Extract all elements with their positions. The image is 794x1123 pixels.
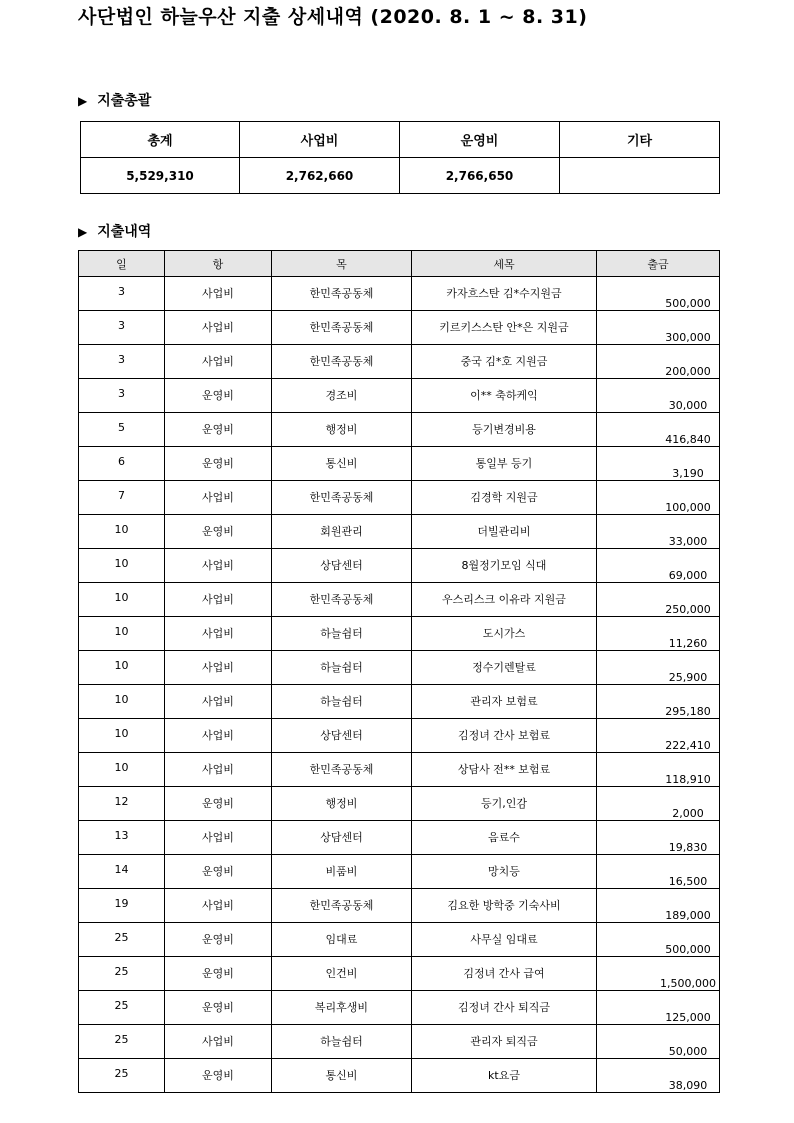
row-day: 3 [79,311,165,345]
row-amount [597,583,720,617]
row-category: 사업비 [165,549,272,583]
summary-header-total: 총계 [81,122,240,158]
row-amount-value: 3,190 [672,467,704,480]
row-amount-value: 38,090 [668,1079,708,1092]
row-detail: 중국 김*호 지원금 [412,345,597,379]
table-row [79,991,720,1025]
row-day: 12 [79,787,165,821]
row-amount-value: 19,830 [668,841,708,854]
page-title: 사단법인 하늘우산 지출 상세내역 (2020. 8. 1 ~ 8. 31) [78,6,588,28]
row-item: 통신비 [272,447,412,481]
row-amount-value: 30,000 [668,399,708,412]
row-day: 10 [79,583,165,617]
row-day: 10 [79,753,165,787]
row-day: 10 [79,617,165,651]
row-amount-value: 125,000 [665,1011,711,1024]
row-category: 사업비 [165,753,272,787]
row-amount-value: 222,410 [665,739,711,752]
summary-heading-text: 지출총괄 [97,93,152,109]
row-amount [597,719,720,753]
row-amount-value: 16,500 [668,875,708,888]
detail-body [79,277,720,1093]
row-category: 사업비 [165,1025,272,1059]
row-item: 행정비 [272,413,412,447]
row-item: 통신비 [272,1059,412,1093]
row-category: 사업비 [165,277,272,311]
table-row [79,821,720,855]
row-item: 상담센터 [272,719,412,753]
row-detail: 통일부 등기 [412,447,597,481]
row-amount [597,957,720,991]
table-row [79,787,720,821]
row-category: 사업비 [165,821,272,855]
row-category: 운영비 [165,855,272,889]
row-category: 운영비 [165,515,272,549]
summary-section-heading [78,90,151,110]
row-detail: 도시가스 [412,617,597,651]
row-detail: 망치등 [412,855,597,889]
row-amount-value: 33,000 [668,535,708,548]
row-day: 7 [79,481,165,515]
row-detail: 상담사 전** 보험료 [412,753,597,787]
table-row [79,957,720,991]
table-row [79,719,720,753]
row-day: 25 [79,1025,165,1059]
summary-table [80,121,720,194]
table-row [79,345,720,379]
table-row [79,549,720,583]
row-item: 하늘쉼터 [272,651,412,685]
table-row [79,413,720,447]
row-category: 사업비 [165,481,272,515]
row-detail: 8월정기모임 식대 [412,549,597,583]
header-category: 항 [165,251,272,277]
row-detail: 김정녀 간사 보험료 [412,719,597,753]
row-amount-value: 300,000 [665,331,711,344]
summary-header-row [81,122,720,158]
row-day: 25 [79,1059,165,1093]
row-amount-value: 500,000 [665,943,711,956]
row-category: 사업비 [165,617,272,651]
summary-business-value: 2,762,660 [240,158,400,194]
row-amount [597,413,720,447]
row-day: 5 [79,413,165,447]
triangle-right-icon: ▶ [78,225,88,239]
row-item: 하늘쉼터 [272,617,412,651]
row-detail: 이** 축하케익 [412,379,597,413]
row-day: 10 [79,651,165,685]
row-item: 회원관리 [272,515,412,549]
row-amount [597,549,720,583]
row-item: 인건비 [272,957,412,991]
table-row [79,379,720,413]
detail-section-heading [78,221,151,241]
row-category: 운영비 [165,991,272,1025]
row-day: 10 [79,549,165,583]
row-item: 한민족공동체 [272,311,412,345]
row-category: 운영비 [165,413,272,447]
row-detail: 키르키스스탄 안*은 지원금 [412,311,597,345]
row-item: 하늘쉼터 [272,1025,412,1059]
row-detail: 김정녀 간사 급여 [412,957,597,991]
row-category: 운영비 [165,923,272,957]
table-row [79,447,720,481]
row-item: 한민족공동체 [272,753,412,787]
table-row [79,855,720,889]
row-item: 한민족공동체 [272,345,412,379]
row-amount [597,379,720,413]
row-category: 사업비 [165,889,272,923]
row-amount [597,1059,720,1093]
row-category: 사업비 [165,719,272,753]
row-amount-value: 50,000 [668,1045,708,1058]
table-row [79,617,720,651]
row-item: 상담센터 [272,821,412,855]
row-day: 13 [79,821,165,855]
row-category: 운영비 [165,379,272,413]
row-detail: 카자흐스탄 김*수지원금 [412,277,597,311]
row-amount [597,277,720,311]
table-row [79,753,720,787]
header-day: 일 [79,251,165,277]
summary-header-other: 기타 [560,122,720,158]
row-amount-value: 25,900 [668,671,708,684]
row-amount-value: 189,000 [665,909,711,922]
row-item: 상담센터 [272,549,412,583]
row-day: 6 [79,447,165,481]
row-category: 운영비 [165,1059,272,1093]
row-category: 사업비 [165,345,272,379]
summary-value-row [81,158,720,194]
summary-total-value: 5,529,310 [81,158,240,194]
triangle-right-icon: ▶ [78,94,88,108]
row-amount-value: 11,260 [668,637,708,650]
row-day: 10 [79,719,165,753]
row-amount-value: 500,000 [665,297,711,310]
row-detail: 관리자 보험료 [412,685,597,719]
row-category: 사업비 [165,651,272,685]
header-detail: 세목 [412,251,597,277]
row-amount-value: 118,910 [665,773,711,786]
detail-heading-text: 지출내역 [97,224,152,240]
row-amount-value: 100,000 [665,501,711,514]
row-detail: 김경학 지원금 [412,481,597,515]
row-day: 25 [79,957,165,991]
row-amount-value: 69,000 [668,569,708,582]
summary-other-value [560,158,720,194]
row-amount [597,617,720,651]
summary-header-operating: 운영비 [400,122,560,158]
row-day: 3 [79,345,165,379]
row-amount-value: 1,500,000 [660,977,716,990]
row-amount [597,685,720,719]
row-amount-value: 2,000 [672,807,704,820]
row-item: 행정비 [272,787,412,821]
row-amount [597,481,720,515]
row-detail: 등기,인감 [412,787,597,821]
row-amount [597,753,720,787]
row-detail: 음료수 [412,821,597,855]
row-item: 경조비 [272,379,412,413]
row-amount [597,787,720,821]
row-detail: 더빌관리비 [412,515,597,549]
summary-header-business: 사업비 [240,122,400,158]
row-category: 운영비 [165,447,272,481]
row-day: 25 [79,991,165,1025]
table-row [79,685,720,719]
row-amount-value: 200,000 [665,365,711,378]
row-item: 임대료 [272,923,412,957]
table-row [79,277,720,311]
row-category: 사업비 [165,685,272,719]
row-amount [597,447,720,481]
row-item: 한민족공동체 [272,889,412,923]
row-item: 복리후생비 [272,991,412,1025]
table-row [79,311,720,345]
row-item: 한민족공동체 [272,481,412,515]
row-amount [597,311,720,345]
row-amount [597,991,720,1025]
row-amount [597,855,720,889]
row-detail: 정수기렌탈료 [412,651,597,685]
row-amount [597,1025,720,1059]
expense-detail-table [78,250,720,1093]
row-amount [597,345,720,379]
row-day: 10 [79,685,165,719]
table-row [79,1059,720,1093]
row-day: 19 [79,889,165,923]
table-row [79,651,720,685]
header-item: 목 [272,251,412,277]
table-row [79,583,720,617]
row-amount-value: 295,180 [665,705,711,718]
table-row [79,1025,720,1059]
row-detail: 김요한 방학중 기숙사비 [412,889,597,923]
row-day: 10 [79,515,165,549]
row-detail: 우스리스크 이유라 지원금 [412,583,597,617]
detail-header-row [79,251,720,277]
row-detail: 김정녀 간사 퇴직금 [412,991,597,1025]
row-amount-value: 250,000 [665,603,711,616]
row-day: 25 [79,923,165,957]
row-item: 한민족공동체 [272,583,412,617]
row-day: 3 [79,379,165,413]
row-item: 한민족공동체 [272,277,412,311]
row-detail: 사무실 임대료 [412,923,597,957]
row-detail: 관리자 퇴직금 [412,1025,597,1059]
row-amount [597,923,720,957]
table-row [79,889,720,923]
row-amount [597,651,720,685]
row-amount [597,889,720,923]
table-row [79,515,720,549]
header-amount: 출금 [597,251,720,277]
row-detail: 등기변경비용 [412,413,597,447]
row-day: 3 [79,277,165,311]
row-detail: kt요금 [412,1059,597,1093]
row-item: 비품비 [272,855,412,889]
row-day: 14 [79,855,165,889]
row-amount-value: 416,840 [665,433,711,446]
row-category: 사업비 [165,311,272,345]
table-row [79,923,720,957]
row-category: 운영비 [165,957,272,991]
row-category: 사업비 [165,583,272,617]
row-amount [597,821,720,855]
row-category: 운영비 [165,787,272,821]
row-amount [597,515,720,549]
summary-operating-value: 2,766,650 [400,158,560,194]
row-item: 하늘쉼터 [272,685,412,719]
table-row [79,481,720,515]
